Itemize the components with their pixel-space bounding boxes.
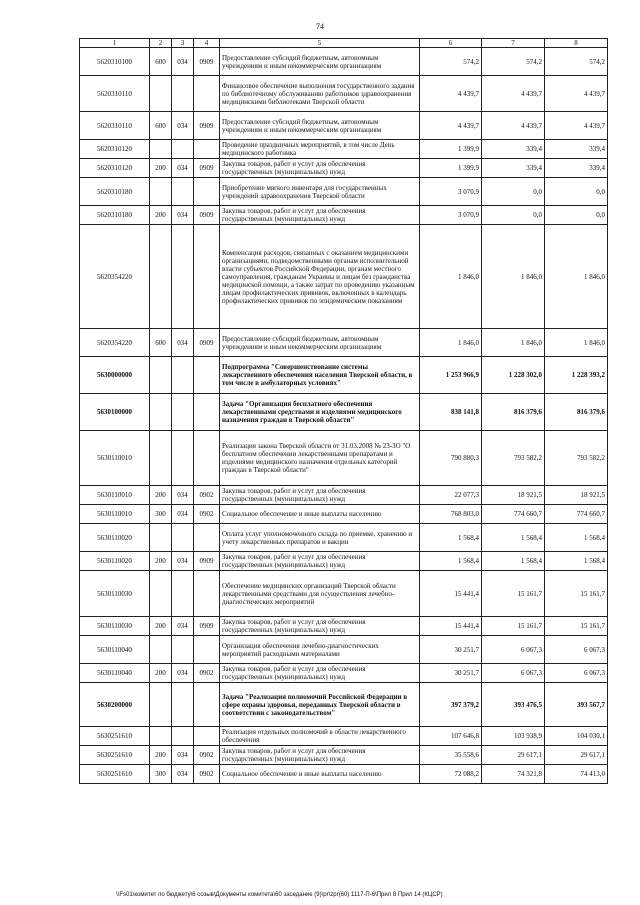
header-cell: 1	[80, 39, 150, 48]
table-row	[80, 140, 608, 159]
amount-cell: 339,4	[545, 159, 608, 178]
rzpr-cell	[194, 431, 220, 486]
amount-cell: 15 161,7	[545, 571, 608, 617]
amount-cell: 4 439,7	[420, 76, 482, 112]
amount-cell: 793 582,2	[482, 431, 545, 486]
rzpr-cell: 0902	[194, 486, 220, 505]
code-cell: 5630110030	[80, 617, 150, 636]
ved-cell: 034	[172, 112, 194, 140]
kvr-cell	[150, 225, 172, 329]
ved-cell	[172, 76, 194, 112]
rzpr-cell	[194, 727, 220, 746]
kvr-cell: 200	[150, 486, 172, 505]
rzpr-cell: 0909	[194, 329, 220, 357]
amount-cell: 793 582,2	[545, 431, 608, 486]
amount-cell: 1 568,4	[482, 524, 545, 552]
amount-cell: 0,0	[545, 178, 608, 206]
description-cell: Реализация отдельных полномочий в области лекарственного обеспечения	[220, 727, 420, 746]
amount-cell: 18 921,5	[482, 486, 545, 505]
code-cell: 5630110020	[80, 524, 150, 552]
description-cell: Закупка товаров, работ и услуг для обеспечения государственных (муниципальных) нужд	[220, 159, 420, 178]
amount-cell: 393 476,5	[482, 683, 545, 727]
amount-cell: 574,2	[482, 48, 545, 76]
description-cell: Подпрограмма "Совершенствование системы лекарственного обеспечения населения Тверской области, в том числе в амбулаторных условиях"	[220, 357, 420, 394]
amount-cell: 1 253 966,9	[420, 357, 482, 394]
description-cell: Закупка товаров, работ и услуг для обеспечения государственных (муниципальных) нужд	[220, 486, 420, 505]
rzpr-cell	[194, 571, 220, 617]
table-row	[80, 571, 608, 617]
rzpr-cell: 0902	[194, 765, 220, 784]
amount-cell: 6 067,3	[545, 636, 608, 664]
rzpr-cell	[194, 178, 220, 206]
description-cell: Социальное обеспечение и иные выплаты населению	[220, 505, 420, 524]
rzpr-cell	[194, 683, 220, 727]
code-cell: 5630200000	[80, 683, 150, 727]
ved-cell: 034	[172, 159, 194, 178]
amount-cell: 1 228 302,0	[482, 357, 545, 394]
code-cell: 5620310180	[80, 206, 150, 225]
amount-cell: 4 439,7	[420, 112, 482, 140]
ved-cell	[172, 571, 194, 617]
kvr-cell: 600	[150, 48, 172, 76]
code-cell: 5630000000	[80, 357, 150, 394]
amount-cell: 816 379,6	[482, 394, 545, 431]
amount-cell: 1 399,9	[420, 140, 482, 159]
kvr-cell: 300	[150, 505, 172, 524]
ved-cell	[172, 431, 194, 486]
description-cell: Закупка товаров, работ и услуг для обеспечения государственных (муниципальных) нужд	[220, 206, 420, 225]
table-row	[80, 636, 608, 664]
code-cell: 5630110040	[80, 636, 150, 664]
amount-cell: 15 441,4	[420, 571, 482, 617]
file-path-footer: \\Fs01\комитет по бюджету\6 созыв\Документы комитета\60 заседание (9)\pr\zpr(60) 1117-П-6\Прил 8 Прил 14 (КЦСР)	[116, 892, 443, 898]
description-cell: Социальное обеспечение и иные выплаты населению	[220, 765, 420, 784]
rzpr-cell	[194, 524, 220, 552]
amount-cell: 574,2	[545, 48, 608, 76]
table-row	[80, 159, 608, 178]
amount-cell: 339,4	[482, 140, 545, 159]
code-cell: 5630100000	[80, 394, 150, 431]
description-cell: Предоставление субсидий бюджетным, автономным учреждениям и иным некоммерческим организациям	[220, 112, 420, 140]
table-row	[80, 552, 608, 571]
amount-cell: 1 846,0	[482, 329, 545, 357]
kvr-cell	[150, 524, 172, 552]
amount-cell: 72 088,2	[420, 765, 482, 784]
table-row	[80, 394, 608, 431]
amount-cell: 1 846,0	[420, 225, 482, 329]
kvr-cell: 200	[150, 746, 172, 765]
ved-cell: 034	[172, 664, 194, 683]
ved-cell: 034	[172, 765, 194, 784]
header-cell: 7	[482, 39, 545, 48]
amount-cell: 1 846,0	[420, 329, 482, 357]
kvr-cell: 300	[150, 765, 172, 784]
amount-cell: 0,0	[482, 206, 545, 225]
table-row	[80, 683, 608, 727]
amount-cell: 104 030,1	[545, 727, 608, 746]
header-row	[80, 39, 608, 48]
description-cell: Закупка товаров, работ и услуг для обеспечения государственных (муниципальных) нужд	[220, 552, 420, 571]
amount-cell: 6 067,3	[482, 636, 545, 664]
amount-cell: 107 646,8	[420, 727, 482, 746]
amount-cell: 30 251,7	[420, 636, 482, 664]
amount-cell: 22 077,3	[420, 486, 482, 505]
code-cell: 5630110010	[80, 486, 150, 505]
table-row	[80, 486, 608, 505]
code-cell: 5630251610	[80, 765, 150, 784]
table-row	[80, 765, 608, 784]
ved-cell	[172, 178, 194, 206]
table-row	[80, 505, 608, 524]
kvr-cell	[150, 76, 172, 112]
ved-cell	[172, 683, 194, 727]
ved-cell	[172, 225, 194, 329]
amount-cell: 3 070,9	[420, 178, 482, 206]
code-cell: 5620310120	[80, 159, 150, 178]
amount-cell: 838 141,8	[420, 394, 482, 431]
amount-cell: 103 938,9	[482, 727, 545, 746]
amount-cell: 393 567,7	[545, 683, 608, 727]
description-cell: Финансовое обеспечение выполнения государственного задания по библиотечному обслуживанию работников здравоохранения медицинскими библиотеками Тверской области	[220, 76, 420, 112]
amount-cell: 1 399,9	[420, 159, 482, 178]
amount-cell: 35 558,6	[420, 746, 482, 765]
amount-cell: 18 921,5	[545, 486, 608, 505]
ved-cell	[172, 524, 194, 552]
amount-cell: 29 617,1	[482, 746, 545, 765]
amount-cell: 1 568,4	[420, 552, 482, 571]
amount-cell: 1 846,0	[545, 225, 608, 329]
ved-cell: 034	[172, 48, 194, 76]
description-cell: Проведение праздничных мероприятий, в том числе День медицинского работника	[220, 140, 420, 159]
ved-cell: 034	[172, 486, 194, 505]
amount-cell: 816 379,6	[545, 394, 608, 431]
rzpr-cell: 0902	[194, 505, 220, 524]
table-row	[80, 524, 608, 552]
amount-cell: 574,2	[420, 48, 482, 76]
amount-cell: 4 439,7	[545, 76, 608, 112]
rzpr-cell: 0909	[194, 159, 220, 178]
amount-cell: 74 321,8	[482, 765, 545, 784]
description-cell: Компенсация расходов, связанных с оказанием медицинскими организациями, подведомственными органам исполнительной власти субъектов Российской Федерации, органам местного самоуправления, гражданам Украины и лицам без гражданства медицинской помощи, а также затрат по проведению указанным лицам профилактических прививок, включенных в календарь профилактических прививок по эпидемическим показаниям	[220, 225, 420, 329]
kvr-cell	[150, 357, 172, 394]
code-cell: 5620354220	[80, 329, 150, 357]
amount-cell: 339,4	[545, 140, 608, 159]
description-cell: Организация обеспечения лечебно-диагностических мероприятий расходными материалами	[220, 636, 420, 664]
table-row	[80, 76, 608, 112]
amount-cell: 4 439,7	[482, 76, 545, 112]
header-cell: 2	[150, 39, 172, 48]
amount-cell: 1 846,0	[545, 329, 608, 357]
amount-cell: 0,0	[545, 206, 608, 225]
ved-cell: 034	[172, 746, 194, 765]
ved-cell	[172, 727, 194, 746]
rzpr-cell: 0902	[194, 746, 220, 765]
amount-cell: 15 161,7	[545, 617, 608, 636]
kvr-cell	[150, 431, 172, 486]
code-cell: 5620354220	[80, 225, 150, 329]
code-cell: 5630110010	[80, 431, 150, 486]
ved-cell: 034	[172, 206, 194, 225]
table-row	[80, 746, 608, 765]
table-row	[80, 112, 608, 140]
table-row	[80, 664, 608, 683]
kvr-cell: 200	[150, 664, 172, 683]
table-row	[80, 329, 608, 357]
table-row	[80, 617, 608, 636]
kvr-cell: 200	[150, 159, 172, 178]
kvr-cell	[150, 727, 172, 746]
kvr-cell	[150, 394, 172, 431]
ved-cell	[172, 636, 194, 664]
amount-cell: 74 413,0	[545, 765, 608, 784]
amount-cell: 768 803,0	[420, 505, 482, 524]
code-cell: 5620310110	[80, 112, 150, 140]
amount-cell: 15 441,4	[420, 617, 482, 636]
amount-cell: 3 070,9	[420, 206, 482, 225]
amount-cell: 4 439,7	[482, 112, 545, 140]
amount-cell: 30 251,7	[420, 664, 482, 683]
rzpr-cell: 0909	[194, 48, 220, 76]
code-cell: 5620310120	[80, 140, 150, 159]
header-cell: 4	[194, 39, 220, 48]
kvr-cell: 200	[150, 552, 172, 571]
amount-cell: 339,4	[482, 159, 545, 178]
table-row	[80, 225, 608, 329]
kvr-cell: 200	[150, 617, 172, 636]
description-cell: Закупка товаров, работ и услуг для обеспечения государственных (муниципальных) нужд	[220, 664, 420, 683]
kvr-cell: 600	[150, 329, 172, 357]
ved-cell: 034	[172, 552, 194, 571]
amount-cell: 1 568,4	[482, 552, 545, 571]
ved-cell: 034	[172, 617, 194, 636]
header-cell: 6	[420, 39, 482, 48]
rzpr-cell	[194, 140, 220, 159]
rzpr-cell	[194, 394, 220, 431]
kvr-cell	[150, 178, 172, 206]
kvr-cell	[150, 636, 172, 664]
description-cell: Оплата услуг уполномоченного склада по приемке, хранению и учету лекарственных препаратов и вакцин	[220, 524, 420, 552]
header-cell: 8	[545, 39, 608, 48]
kvr-cell	[150, 571, 172, 617]
ved-cell	[172, 357, 194, 394]
kvr-cell: 200	[150, 206, 172, 225]
table-row	[80, 178, 608, 206]
code-cell: 5630110020	[80, 552, 150, 571]
description-cell: Предоставление субсидий бюджетным, автономным учреждениям и иным некоммерческим организациям	[220, 48, 420, 76]
description-cell: Закупка товаров, работ и услуг для обеспечения государственных (муниципальных) нужд	[220, 746, 420, 765]
amount-cell: 790 880,3	[420, 431, 482, 486]
description-cell: Закупка товаров, работ и услуг для обеспечения государственных (муниципальных) нужд	[220, 617, 420, 636]
description-cell: Реализация закона Тверской области от 31.03.2008 № 23-ЗО "О бесплатном обеспечении лекарственными препаратами и изделиями медицинского назначения отдельных категорий граждан в Тверской области"	[220, 431, 420, 486]
code-cell: 5630251610	[80, 746, 150, 765]
description-cell: Задача "Реализация полномочий Российской Федерации в сфере охраны здоровья, переданных Тверской области в соответствии с законодательством"	[220, 683, 420, 727]
code-cell: 5630110010	[80, 505, 150, 524]
amount-cell: 1 568,4	[545, 552, 608, 571]
rzpr-cell: 0909	[194, 552, 220, 571]
table-row	[80, 357, 608, 394]
code-cell: 5620310180	[80, 178, 150, 206]
rzpr-cell	[194, 76, 220, 112]
table-row	[80, 727, 608, 746]
rzpr-cell: 0909	[194, 112, 220, 140]
description-cell: Предоставление субсидий бюджетным, автономным учреждениям и иным некоммерческим организациям	[220, 329, 420, 357]
description-cell: Приобретение мягкого инвентаря для государственных учреждений здравоохранения Тверской области	[220, 178, 420, 206]
rzpr-cell	[194, 357, 220, 394]
amount-cell: 0,0	[482, 178, 545, 206]
kvr-cell	[150, 683, 172, 727]
amount-cell: 1 228 393,2	[545, 357, 608, 394]
amount-cell: 1 568,4	[420, 524, 482, 552]
ved-cell	[172, 140, 194, 159]
amount-cell: 29 617,1	[545, 746, 608, 765]
ved-cell	[172, 394, 194, 431]
kvr-cell: 600	[150, 112, 172, 140]
amount-cell: 4 439,7	[545, 112, 608, 140]
code-cell: 5630251610	[80, 727, 150, 746]
rzpr-cell: 0902	[194, 664, 220, 683]
ved-cell: 034	[172, 505, 194, 524]
rzpr-cell	[194, 636, 220, 664]
page-number: 74	[316, 22, 324, 31]
description-cell: Задача "Организация бесплатного обеспечения лекарственными средствами и изделиями медицинского назначения граждан в Тверской области"	[220, 394, 420, 431]
amount-cell: 6 067,3	[482, 664, 545, 683]
description-cell: Обеспечение медицинских организаций Тверской области лекарственными средствами для осуществления лечебно-диагностических мероприятий	[220, 571, 420, 617]
ved-cell: 034	[172, 329, 194, 357]
rzpr-cell: 0909	[194, 206, 220, 225]
amount-cell: 397 379,2	[420, 683, 482, 727]
amount-cell: 774 660,7	[545, 505, 608, 524]
header-cell: 3	[172, 39, 194, 48]
code-cell: 5630110040	[80, 664, 150, 683]
amount-cell: 1 846,0	[482, 225, 545, 329]
rzpr-cell: 0909	[194, 617, 220, 636]
amount-cell: 774 660,7	[482, 505, 545, 524]
budget-table	[79, 38, 608, 784]
amount-cell: 15 161,7	[482, 571, 545, 617]
amount-cell: 6 067,3	[545, 664, 608, 683]
table-row	[80, 48, 608, 76]
rzpr-cell	[194, 225, 220, 329]
kvr-cell	[150, 140, 172, 159]
code-cell: 5620310110	[80, 76, 150, 112]
code-cell: 5630110030	[80, 571, 150, 617]
amount-cell: 15 161,7	[482, 617, 545, 636]
amount-cell: 1 568,4	[545, 524, 608, 552]
table-row	[80, 206, 608, 225]
table-row	[80, 431, 608, 486]
code-cell: 5620310100	[80, 48, 150, 76]
header-cell: 5	[220, 39, 420, 48]
